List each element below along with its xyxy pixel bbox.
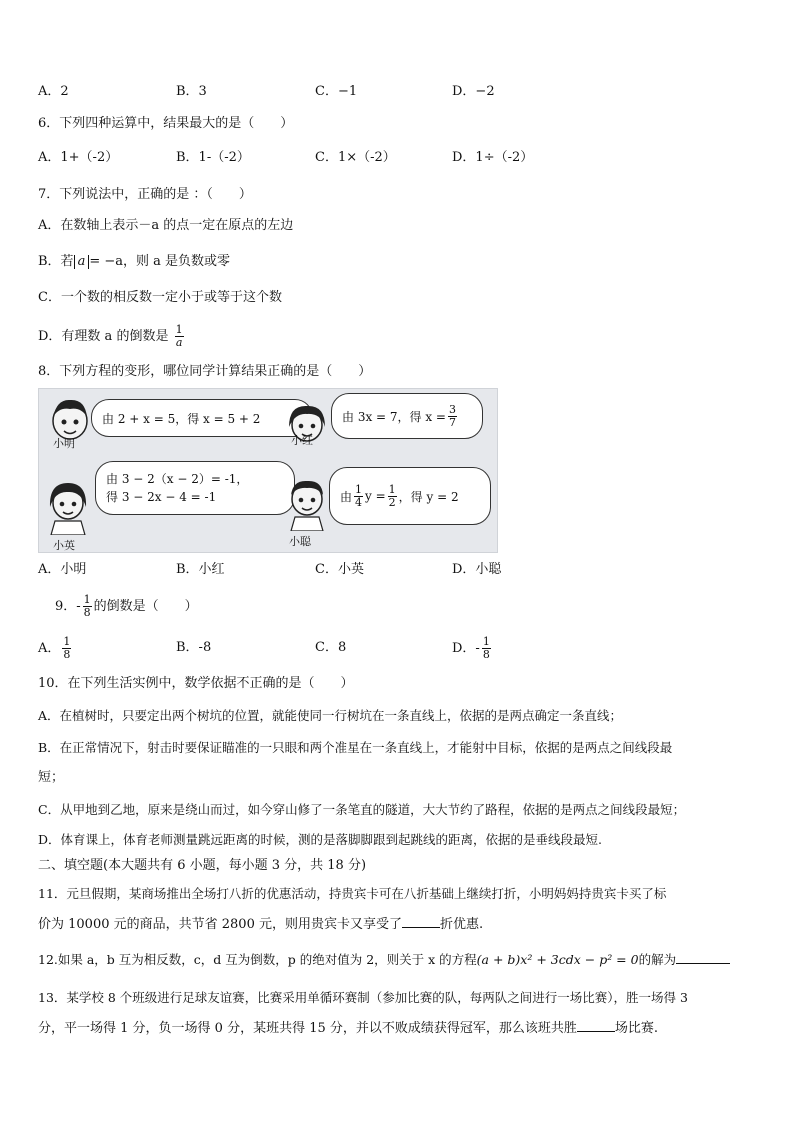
q7-option-d	[38, 324, 186, 349]
q7-option-c: C．一个数的相反数一定小于或等于这个数	[38, 290, 282, 305]
q7-stem: 7．下列说法中，正确的是 ：（ ）	[38, 187, 252, 202]
xiaocong-fraction-2: $\frac{1}{2}$	[388, 482, 396, 509]
q10-option-a: A．在植树时，只要定出两个树坑的位置，就能使同一行树坑在一条直线上，依据的是两点确定一条直线；	[38, 708, 623, 723]
q6-stem: 6．下列四种运算中，结果最大的是（ ）	[38, 116, 294, 131]
q8-option-b: B．小红	[176, 562, 225, 577]
xiaocong-fraction-1: $\frac{1}{4}$	[355, 482, 363, 509]
q9-option-a: A． $\frac{1}{8}$	[38, 635, 71, 661]
q6-option-d: D．1÷（-2）	[452, 150, 534, 165]
q9-suffix: 的倒数是（ ）	[93, 599, 198, 614]
q10-option-b-line1: B．在正常情况下，射击时要保证瞄准的一只眼和两个准星在一条直线上，才能射中目标，依据的是两点之间线段最	[38, 740, 673, 755]
xiaocong-text-pre: 由	[340, 489, 353, 504]
xiaoying-name: 小英	[53, 539, 75, 552]
xiaohong-speech-bubble	[331, 393, 483, 439]
q13-line2: 分，平一场得 1 分，负一场得 0 分，某班共得 15 分，并以不败成绩获得冠军，那么该班共胜 场比赛.	[38, 1018, 658, 1039]
xiaocong-name: 小聪	[289, 535, 311, 548]
q5-option-a: A．2	[38, 84, 69, 99]
q7-option-a: A．在数轴上表示－a 的点一定在原点的左边	[38, 218, 294, 233]
xiaohong-name: 小红	[291, 434, 313, 447]
q10-option-b-line2: 短；	[38, 770, 65, 785]
q6-option-a: A．1+（-2）	[38, 150, 119, 165]
q11-line1: 11．元旦假期，某商场推出全场打八折的优惠活动，持贵宾卡可在八折基础上继续打折，小明妈妈持贵宾卡买了标	[38, 886, 667, 901]
q7-b-suffix: = −a，则 a 是负数或零	[89, 254, 231, 269]
xiaoying-speech-bubble	[95, 461, 295, 515]
q8-option-a: A．小明	[38, 562, 87, 577]
q10-option-c: C．从甲地到乙地，原来是绕山而过，如今穿山修了一条笔直的隧道，大大节约了路程，依据的是两点之间线段最短；	[38, 802, 686, 817]
xiaoming-equation: 由 2 + x = 5，得 x = 5 + 2	[102, 411, 261, 426]
xiaocong-text-post: ，得 y = 2	[398, 489, 459, 504]
q7-b-prefix: B．若	[38, 254, 74, 269]
xiaohong-fraction: $\frac{3}{7}$	[449, 402, 456, 429]
q9-fraction: $\frac{1}{8}$	[83, 593, 91, 619]
xiaoming-name: 小明	[53, 437, 75, 450]
q5-option-d: D．−2	[452, 84, 495, 99]
q7-d-fraction: $\frac{1}{a}$	[175, 323, 183, 349]
xiaoying-equation-line2: 得 3 − 2x − 4 = -1	[106, 490, 217, 504]
q6-option-b: B．1-（-2）	[176, 150, 250, 165]
q8-option-c: C．小英	[315, 562, 364, 577]
q11-answer-blank[interactable]	[402, 914, 440, 928]
girl-cartoon-icon	[45, 477, 91, 535]
q13-answer-blank[interactable]	[577, 1018, 615, 1032]
q10-stem: 10．在下列生活实例中，数学依据不正确的是（ ）	[38, 676, 354, 691]
q7-option-b	[38, 252, 230, 272]
q9-option-b: B．-8	[176, 640, 212, 655]
q12-equation: (a + b)x² + 3cdx − p² = 0	[476, 952, 639, 967]
xiaoying-equation-line1: 由 3 − 2（x − 2）= -1，	[106, 472, 249, 486]
section-heading-fill-in: 二、填空题(本大题共有 6 小题，每小题 3 分，共 18 分)	[38, 858, 367, 873]
q13-line1: 13．某学校 8 个班级进行足球友谊赛，比赛采用单循环赛制（参加比赛的队，每两队之间进行一场比赛），胜一场得 3	[38, 990, 688, 1005]
boy-cartoon-icon	[285, 475, 329, 531]
q10-option-d: D．体育课上，体育老师测量跳远距离的时候，测的是落脚脚跟到起跳线的距离，依据的是垂线段最短.	[38, 832, 602, 847]
xiaohong-equation: 由 3x = 7，得 x =	[342, 409, 446, 424]
q11-line2: 价为 10000 元的商品，共节省 2800 元，则用贵宾卡又享受了 折优惠.	[38, 914, 483, 935]
xiaocong-text-mid: y =	[365, 489, 386, 503]
xiaocong-speech-bubble	[329, 467, 491, 525]
q8-option-d: D．小聪	[452, 562, 502, 577]
q9-option-d: D．- $\frac{1}{8}$	[452, 635, 490, 661]
q8-stem: 8．下列方程的变形，哪位同学计算结果正确的是（ ）	[38, 364, 372, 379]
q5-option-c: C．−1	[315, 84, 358, 99]
q8-picture	[38, 388, 498, 553]
q6-option-c: C．1×（-2）	[315, 150, 396, 165]
q9-stem	[55, 594, 198, 619]
xiaoming-speech-bubble	[91, 399, 313, 437]
q12-answer-blank[interactable]	[676, 950, 730, 964]
q9-prefix: 9．-	[55, 599, 81, 614]
q7-d-prefix: D．有理数 a 的倒数是	[38, 329, 169, 344]
q5-option-b: B．3	[176, 84, 207, 99]
q12: 12.如果 a，b 互为相反数，c，d 互为倒数，p 的绝对值为 2，则关于 x 的方程(a + b)x² + 3cdx − p² = 0的解为	[38, 950, 730, 970]
q7-abs-value: a	[74, 255, 90, 269]
q9-option-c: C．8	[315, 640, 347, 655]
